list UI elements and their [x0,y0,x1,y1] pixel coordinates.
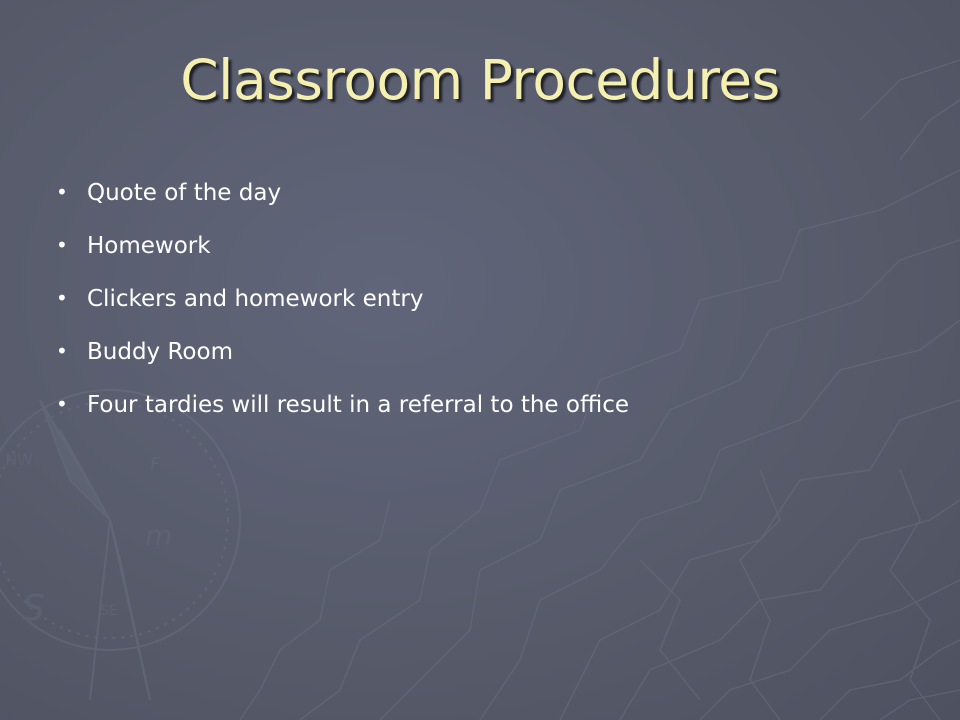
svg-text:SE: SE [100,603,118,619]
svg-text:m: m [145,519,173,552]
svg-text:NW: NW [5,450,33,469]
bullet-icon: • [56,392,68,416]
svg-text:F: F [150,454,161,475]
bullet-icon: • [56,180,68,204]
bullet-text: Four tardies will result in a referral to the office [87,392,629,418]
bullet-icon: • [56,339,68,363]
bullet-text: Buddy Room [87,339,233,365]
svg-text:S: S [22,588,45,629]
bullet-text: Clickers and homework entry [87,286,424,312]
compass-rose-icon [0,390,240,700]
slide-title: Classroom Procedures [180,48,780,112]
bullet-icon: • [56,233,68,257]
bullet-text: Quote of the day [87,180,282,206]
bullet-text: Homework [87,233,211,259]
bullet-icon: • [56,286,68,310]
